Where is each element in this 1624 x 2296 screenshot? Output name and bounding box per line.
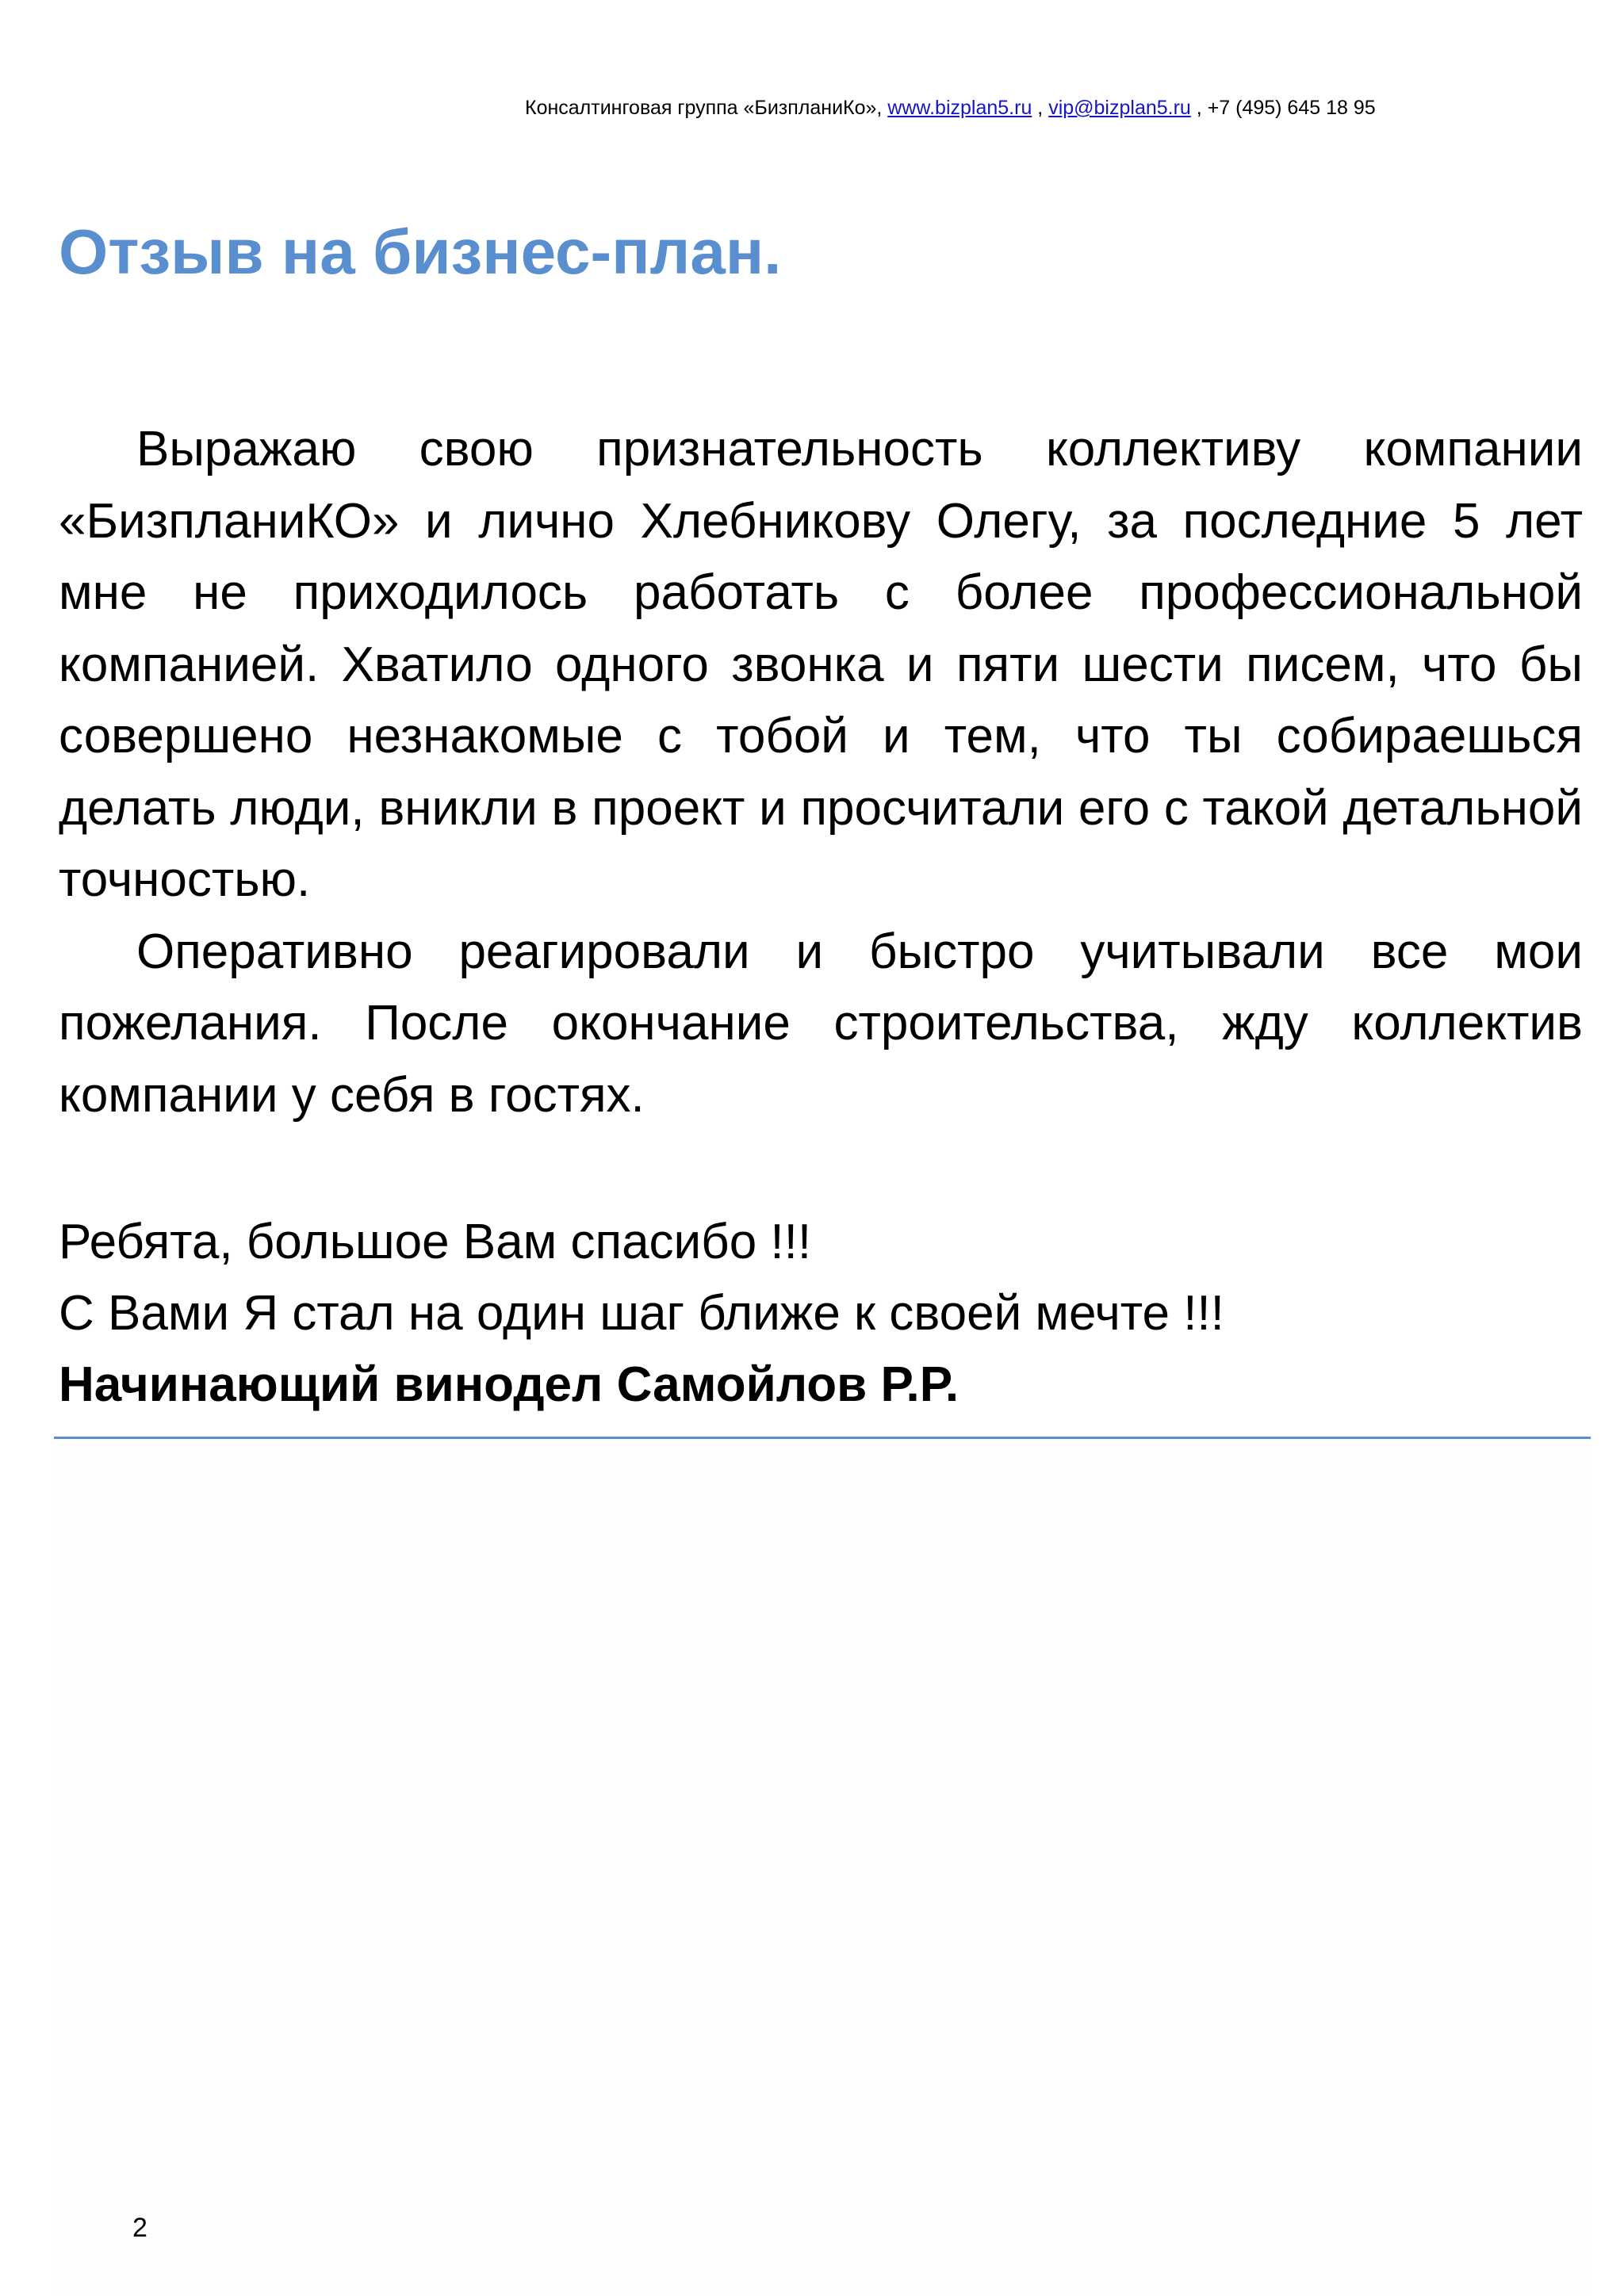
review-paragraph-2: Оперативно реагировали и быстро учитывали все мои пожелания. После окончание строительства, жду коллектив компании у себя в гостях. xyxy=(59,924,1583,1123)
page-lower-shade xyxy=(52,1443,1591,2296)
signature: Начинающий винодел Самойлов Р.Р. xyxy=(59,1357,959,1412)
closing-dream: С Вами Я стал на один шаг ближе к своей мечте !!! xyxy=(59,1286,1224,1341)
page-number: 2 xyxy=(132,2213,147,2243)
header-company: Консалтинговая группа «БизпланиКо», xyxy=(525,97,888,119)
email-link[interactable]: vip@bizplan5.ru xyxy=(1048,97,1191,119)
header-phone: , +7 (495) 645 18 95 xyxy=(1190,97,1376,119)
divider-rule xyxy=(54,1437,1591,1439)
review-body xyxy=(59,414,1583,1131)
page-title: Отзыв на бизнес-план. xyxy=(59,216,782,287)
review-closing xyxy=(59,1207,1224,1421)
closing-thanks: Ребята, большое Вам спасибо !!! xyxy=(59,1215,812,1269)
header-separator: , xyxy=(1032,97,1049,119)
header-contacts xyxy=(525,94,1376,122)
site-link[interactable]: www.bizplan5.ru xyxy=(887,97,1032,119)
review-paragraph-1: Выражаю свою признательность коллективу компании «БизпланиКО» и лично Хлебникову Олегу, за последние 5 лет мне не приходилось работать с более профессиональной компанией. Хватило одного звонка и пяти шести писем, что бы совершено незнакомые с тобой и тем, что ты собираешься делать люди, вникли в проект и просчитали его с такой детальной точностью. xyxy=(59,422,1583,907)
